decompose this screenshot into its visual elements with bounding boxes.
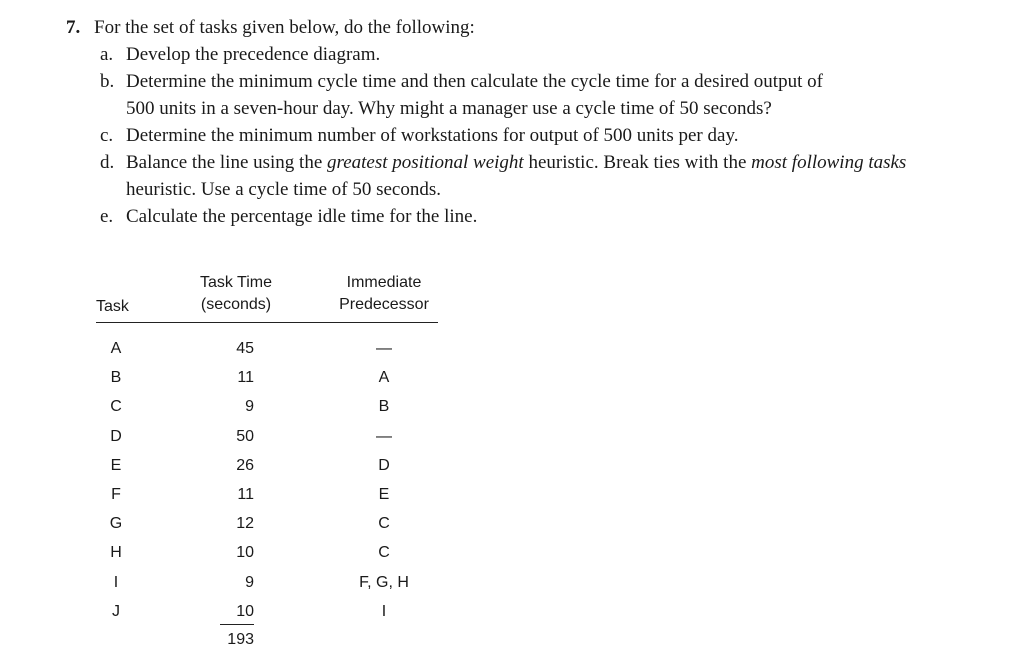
sum-rule [220,624,254,625]
problem-intro: For the set of tasks given below, do the following: [94,17,475,38]
task-cell: G [109,515,123,533]
table-row [96,339,438,368]
part-text-line: Determine the minimum number of workstations for output of 500 units per day. [126,125,739,146]
table-header [96,270,438,323]
part-letter: c. [100,125,114,146]
table-body [96,339,438,648]
predecessor-cell: F, G, H [359,573,409,591]
predecessor-cell: — [376,427,392,445]
problem-header [66,14,966,41]
task-time-total: 193 [227,631,254,648]
part-text-italic: greatest positional weight [327,152,524,173]
task-cell: C [110,398,122,416]
task-time-cell: 12 [236,515,254,533]
task-time-cell: 11 [237,369,254,387]
task-time-cell: 45 [236,340,254,357]
part-text-segment: heuristic. Break ties with the [523,152,752,173]
table-row [96,456,438,485]
part-text [126,41,966,68]
problem-number: 7. [66,17,81,38]
table-row [96,514,438,543]
task-time-cell: 10 [236,602,254,620]
problem-part [100,68,966,122]
predecessor-cell: C [378,544,390,562]
task-time-cell: 9 [245,398,254,416]
header-predecessor-line1: Immediate [346,274,422,291]
header-task-time-line1: Task Time [199,274,272,291]
part-text [126,68,966,122]
task-cell: J [112,602,120,620]
predecessor-cell: C [378,515,390,533]
problem-part [100,149,966,203]
table-row [96,427,438,456]
part-letter: e. [100,206,114,227]
table-row [96,573,438,602]
problem-parts [100,41,966,230]
header-predecessor-line2: Predecessor [339,296,429,313]
header-predecessor [330,272,438,316]
part-letter: d. [100,152,115,173]
part-text-italic: most following tasks [751,152,907,173]
predecessor-cell: A [378,369,390,387]
predecessor-cell: — [376,340,392,357]
predecessor-cell: B [378,398,390,416]
header-task: Task [96,298,129,315]
part-letter: b. [100,71,115,92]
problem-7 [66,14,966,230]
problem-part [100,41,966,68]
task-cell: H [110,544,122,562]
predecessor-cell: D [378,456,390,474]
task-cell: B [110,369,122,387]
task-cell: D [110,427,122,445]
task-time-cell: 10 [236,544,254,562]
part-text-line: Develop the precedence diagram. [126,44,381,65]
task-cell: E [110,456,122,474]
table-row [96,368,438,397]
task-table [96,270,438,648]
problem-part [100,203,966,230]
part-text-segment: Balance the line using the [126,152,328,173]
part-text [126,203,966,230]
task-cell: I [113,573,119,591]
task-time-cell: 11 [237,485,254,503]
part-text [126,122,966,149]
predecessor-cell: E [378,485,390,503]
part-letter: a. [100,44,114,65]
part-text-line: Determine the minimum cycle time and then calculate the cycle time for a desired output of [126,71,823,92]
part-text-segment: heuristic. Use a cycle time of 50 seconds. [126,179,441,200]
table-row [96,602,438,631]
problem-part [100,122,966,149]
part-text [126,149,966,203]
header-task-time-line2: (seconds) [200,296,272,313]
table-row [96,543,438,572]
table-row [96,397,438,426]
predecessor-cell: I [381,602,387,620]
table-row [96,485,438,514]
task-cell: F [111,485,121,503]
task-time-cell: 26 [236,456,254,474]
task-cell: A [110,340,122,357]
task-time-cell: 50 [236,427,254,445]
header-task-time [186,272,286,316]
part-text-line: 500 units in a seven-hour day. Why might a manager use a cycle time of 50 seconds? [126,98,772,119]
task-time-cell: 9 [245,573,254,591]
part-text-line: Calculate the percentage idle time for the line. [126,206,478,227]
